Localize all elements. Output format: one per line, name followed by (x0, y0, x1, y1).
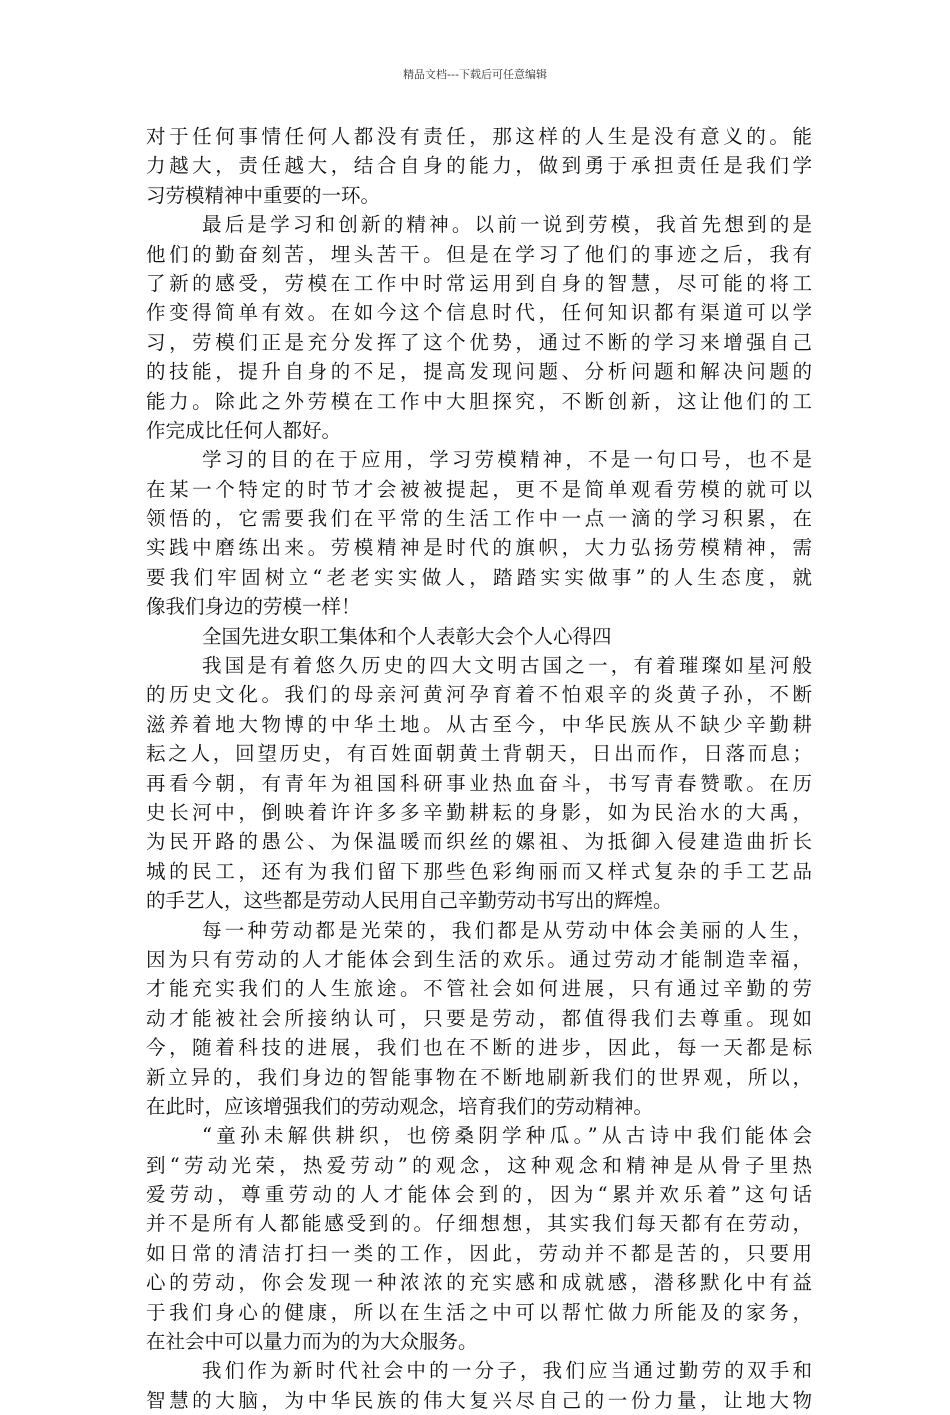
text-line: 作变得简单有效。在如今这个信息时代，任何知识都有渠道可以学 (146, 301, 812, 325)
text-line: 新立异的，我们身边的智能事物在不断地刷新我们的世界观，所以， (146, 1065, 812, 1089)
text-line: 像我们身边的劳模一样！ (146, 595, 361, 619)
text-line: “童孙未解供耕织，也傍桑阴学种瓜。”从古诗中我们能体会 (202, 1124, 812, 1148)
text-line: 因为只有劳动的人才能体会到生活的欢乐。通过劳动才能制造幸福， (146, 947, 812, 971)
text-line: 于我们身心的健康，所以在生活之中可以帮忙做力所能及的家务， (146, 1300, 812, 1324)
text-line: 如日常的清洁打扫一类的工作，因此，劳动并不都是苦的，只要用 (146, 1241, 812, 1265)
text-line: 心的劳动，你会发现一种浓浓的充实感和成就感，潜移默化中有益 (146, 1271, 812, 1295)
text-line: 史长河中，倒映着许许多多辛勤耕耘的身影，如为民治水的大禹， (146, 800, 812, 824)
text-line: 到“劳动光荣，热爱劳动”的观念，这种观念和精神是从骨子里热 (146, 1153, 812, 1177)
text-line: 爱劳动，尊重劳动的人才能体会到的，因为“累并欢乐着”这句话 (146, 1183, 812, 1207)
text-line: 在某一个特定的时节才会被被提起，更不是简单观看劳模的就可以 (146, 477, 812, 501)
text-line: 我国是有着悠久历史的四大文明古国之一，有着璀璨如星河般 (202, 654, 812, 678)
text-line: 习劳模精神中重要的一环。 (146, 183, 381, 207)
text-line: 对于任何事情任何人都没有责任，那这样的人生是没有意义的。能 (146, 125, 812, 148)
text-line: 他们的勤奋刻苦，埋头苦干。但是在学习了他们的事迹之后，我有 (146, 242, 812, 266)
text-line: 动才能被社会所接纳认可，只要是劳动，都值得我们去尊重。现如 (146, 1006, 812, 1030)
text-line: 耘之人，回望历史，有百姓面朝黄土背朝天，日出而作，日落而息； (146, 742, 812, 766)
text-line: 最后是学习和创新的精神。以前一说到劳模，我首先想到的是 (202, 213, 812, 237)
text-line: 能力。除此之外劳模在工作中大胆探究，不断创新，这让他们的工 (146, 389, 812, 413)
text-line: 的手艺人，这些都是劳动人民用自己辛勤劳动书写出的辉煌。 (146, 889, 673, 913)
text-line: 领悟的，它需要我们在平常的生活工作中一点一滴的学习积累，在 (146, 507, 812, 531)
document-body (146, 122, 812, 1415)
text-line: 的技能，提升自身的不足，提高发现问题、分析问题和解决问题的 (146, 360, 812, 384)
text-line: 在社会中可以量力而为的为大众服务。 (146, 1330, 478, 1354)
text-line: 在此时，应该增强我们的劳动观念，培育我们的劳动精神。 (146, 1094, 654, 1118)
text-line: 的历史文化。我们的母亲河黄河孕育着不怕艰辛的炎黄子孙，不断 (146, 683, 812, 707)
text-line: 城的民工，还有为我们留下那些色彩绚丽而又样式复杂的手工艺品 (146, 859, 812, 883)
text-line: 作完成比任何人都好。 (146, 418, 342, 442)
text-line: 并不是所有人都能感受到的。仔细想想，其实我们每天都有在劳动， (146, 1212, 812, 1236)
text-line: 再看今朝，有青年为祖国科研事业热血奋斗，书写青春赞歌。在历 (146, 771, 812, 795)
text-line: 才能充实我们的人生旅途。不管社会如何进展，只有通过辛勤的劳 (146, 977, 812, 1001)
page-header: 精品文档---下载后可任意编辑 (403, 68, 547, 81)
text-line: 为民开路的愚公、为保温暖而织丝的嫘祖、为抵御入侵建造曲折长 (146, 830, 812, 854)
text-line: 学习的目的在于应用，学习劳模精神，不是一句口号，也不是 (202, 448, 812, 472)
section-heading: 全国先进女职工集体和个人表彰大会个人心得四 (202, 624, 612, 648)
text-line: 习，劳模们正是充分发挥了这个优势，通过不断的学习来增强自己 (146, 330, 812, 354)
text-line: 智慧的大脑，为中华民族的伟大复兴尽自己的一份力量，让地大物 (146, 1388, 812, 1412)
text-line: 滋养着地大物博的中华土地。从古至今，中华民族从不缺少辛勤耕 (146, 712, 812, 736)
text-line: 力越大，责任越大，结合自身的能力，做到勇于承担责任是我们学 (146, 154, 812, 178)
text-line: 今，随着科技的进展，我们也在不断的进步，因此，每一天都是标 (146, 1036, 812, 1060)
text-line: 实践中磨练出来。劳模精神是时代的旗帜，大力弘扬劳模精神，需 (146, 536, 812, 560)
text-line: 要我们牢固树立“老老实实做人，踏踏实实做事”的人生态度，就 (146, 565, 812, 589)
text-line: 我们作为新时代社会中的一分子，我们应当通过勤劳的双手和 (202, 1359, 812, 1383)
text-line: 了新的感受，劳模在工作中时常运用到自身的智慧，尽可能的将工 (146, 271, 812, 295)
text-line: 每一种劳动都是光荣的，我们都是从劳动中体会美丽的人生， (202, 918, 812, 942)
